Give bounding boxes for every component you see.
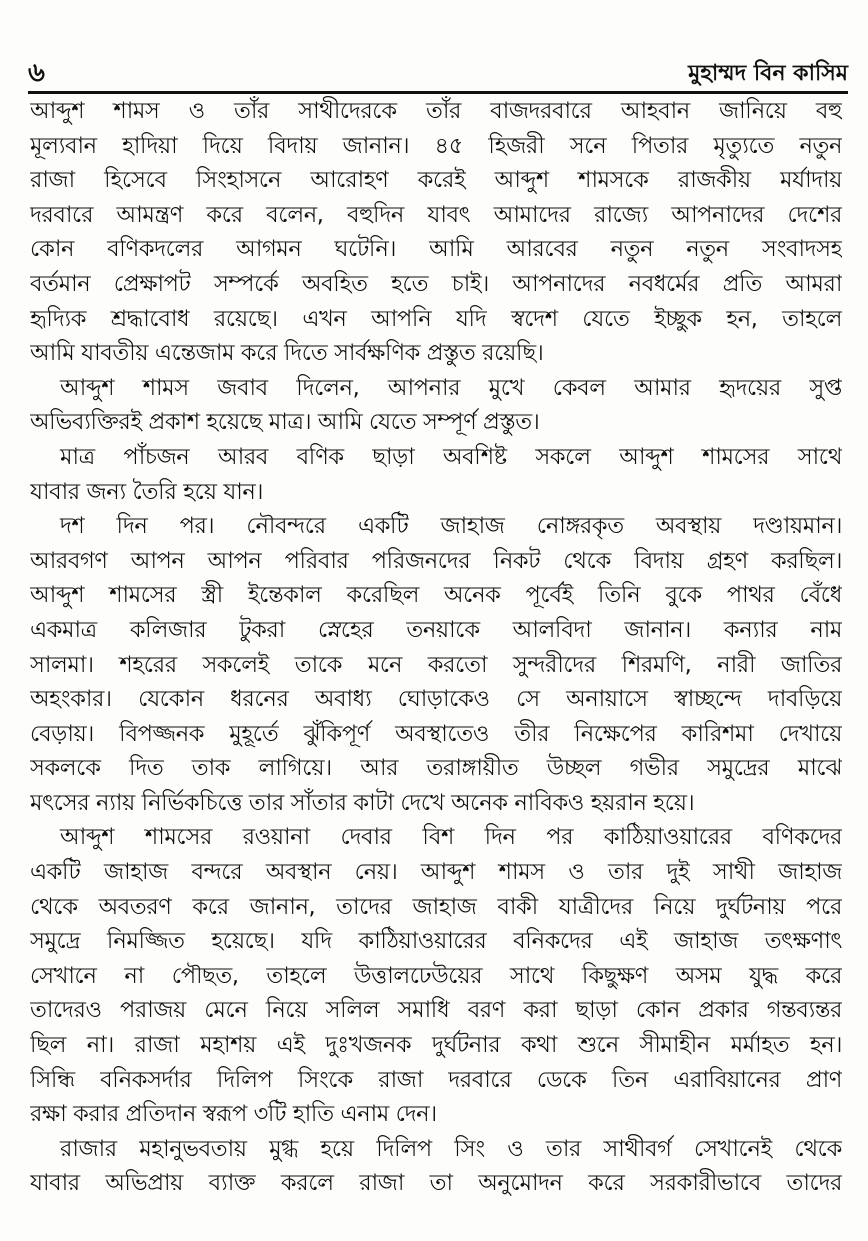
text-line: মাত্র পাঁচজন আরব বণিক ছাড়া অবশিষ্ট সকলে আব্দুশ শামসের সাথে <box>60 443 842 470</box>
paragraph-2 <box>30 371 842 440</box>
paragraph-3 <box>30 440 842 509</box>
page-number: ৬ <box>28 58 45 88</box>
text-line: সিন্ধি বনিকসর্দার দিলিপ সিংকে রাজা দরবারে ডেকে তিন এরাবিয়ানের প্রাণ <box>30 1066 842 1093</box>
paragraph-6 <box>30 1132 842 1201</box>
text-line: বর্তমান প্রেক্ষাপট সম্পর্কে অবহিত হতে চাই। আপনাদের নবধর্মের প্রতি আমরা <box>30 270 842 297</box>
text-line: হৃদ্যিক শ্রদ্ধাবোধ রয়েছে। এখন আপনি যদি স্বদেশ যেতে ইচ্ছুক হন, তাহলে <box>30 305 842 332</box>
text-line: ছিল না। রাজা মহাশয় এই দুঃখজনক দুর্ঘটনার কথা শুনে সীমাহীন মর্মাহত হন। <box>30 1032 842 1059</box>
paragraph-1 <box>30 94 842 371</box>
text-line: মৎসের ন্যায় নির্ভিকচিত্তে তার সাঁতার কাটা দেখে অনেক নাবিকও হয়রান হয়ে। <box>30 789 695 816</box>
text-line: রাজা হিসেবে সিংহাসনে আরোহণ করেই আব্দুশ শামসকে রাজকীয় মর্যাদায় <box>30 167 842 194</box>
text-line: তাদেরও পরাজয় মেনে নিয়ে সলিল সমাধি বরণ করা ছাড়া কোন প্রকার গন্তব্যন্তর <box>30 997 842 1024</box>
text-line: আব্দুশ শামসের স্ত্রী ইন্তেকাল করেছিল অনেক পূর্বেই তিনি বুকে পাথর বেঁধে <box>30 582 842 609</box>
paragraph-5 <box>30 820 842 1131</box>
text-line: যাবার জন্য তৈরি হয়ে যান। <box>30 478 264 505</box>
text-line: সমুদ্রে নিমজ্জিত হয়েছে। যদি কাঠিয়াওয়ারের বনিকদের এই জাহাজ তৎক্ষণাৎ <box>30 928 842 955</box>
text-line: যাবার অভিপ্রায় ব্যাক্ত করলে রাজা তা অনুমোদন করে সরকারীভাবে তাদের <box>30 1170 842 1197</box>
text-line: কোন বণিকদলের আগমন ঘটেনি। আমি আরবের নতুন নতুন সংবাদসহ <box>30 236 842 263</box>
text-line: মূল্যবান হাদিয়া দিয়ে বিদায় জানান। ৪৫ হিজরী সনে পিতার মৃত্যুতে নতুন <box>30 132 842 159</box>
text-line: সকলকে দিত তাক লাগিয়ে। আর তরাঙ্গায়ীত উচ্ছল গভীর সমুদ্রের মাঝে <box>30 755 842 782</box>
text-line: বেড়ায়। বিপজ্জনক মুহূর্তে ঝুঁকিপূর্ণ অবস্থাতেও তীর নিক্ষেপের কারিশমা দেখায়ে <box>30 720 842 747</box>
text-line: দশ দিন পর। নৌবন্দরে একটি জাহাজ নোঙ্গরকৃত অবস্থায় দণ্ডায়মান। <box>60 513 842 540</box>
page-header <box>28 52 848 92</box>
text-line: আব্দুশ শামস ও তাঁর সাথীদেরকে তাঁর বাজদরবারে আহবান জানিয়ে বহু <box>30 98 842 124</box>
text-line: একমাত্র কলিজার টুকরা স্নেহের তনয়াকে আলবিদা জানান। কন্যার নাম <box>30 616 842 643</box>
running-title: মুহাম্মদ বিন কাসিম <box>688 61 848 86</box>
text-line: অভিব্যক্তিরই প্রকাশ হয়েছে মাত্র। আমি যেতে সম্পূর্ণ প্রস্তুত। <box>30 409 540 436</box>
body-text <box>30 94 842 1201</box>
text-line: থেকে অবতরণ করে জানান, তাদের জাহাজ বাকী যাত্রীদের নিয়ে দুর্ঘটনায় পরে <box>30 893 842 920</box>
text-line: অহংকার। যেকোন ধরনের অবাধ্য ঘোড়াকেও সে অনায়াসে স্বাচ্ছন্দে দাবড়িয়ে <box>30 686 842 713</box>
text-line: একটি জাহাজ বন্দরে অবস্থান নেয়। আব্দুশ শামস ও তার দুই সাথী জাহাজ <box>30 859 842 886</box>
text-line: আমি যাবতীয় এন্তেজাম করে দিতে সার্বক্ষণিক প্রস্তুত রয়েছি। <box>30 340 544 367</box>
text-line: সালমা। শহরের সকলেই তাকে মনে করতো সুন্দরীদের শিরমণি, নারী জাতির <box>30 651 842 678</box>
text-line: আব্দুশ শামসের রওয়ানা দেবার বিশ দিন পর কাঠিয়াওয়ারের বণিকদের <box>60 824 842 851</box>
text-line: রক্ষা করার প্রতিদান স্বরূপ ৩টি হাতি এনাম দেন। <box>30 1101 437 1128</box>
text-line: রাজার মহানুভবতায় মুগ্ধ হয়ে দিলিপ সিং ও তার সাথীবর্গ সেখানেই থেকে <box>60 1135 842 1162</box>
text-line: আরবগণ আপন আপন পরিবার পরিজনদের নিকট থেকে বিদায় গ্রহণ করছিল। <box>30 547 842 574</box>
text-line: সেখানে না পৌছত, তাহলে উত্তালঢেউয়ের সাথে কিছুক্ষণ অসম যুদ্ধ করে <box>30 962 842 989</box>
text-line: আব্দুশ শামস জবাব দিলেন, আপনার মুখে কেবল আমার হৃদয়ের সুপ্ত <box>60 374 842 401</box>
paragraph-4 <box>30 509 842 820</box>
text-line: দরবারে আমন্ত্রণ করে বলেন, বহুদিন যাবৎ আমাদের রাজ্যে আপনাদের দেশের <box>30 201 842 228</box>
